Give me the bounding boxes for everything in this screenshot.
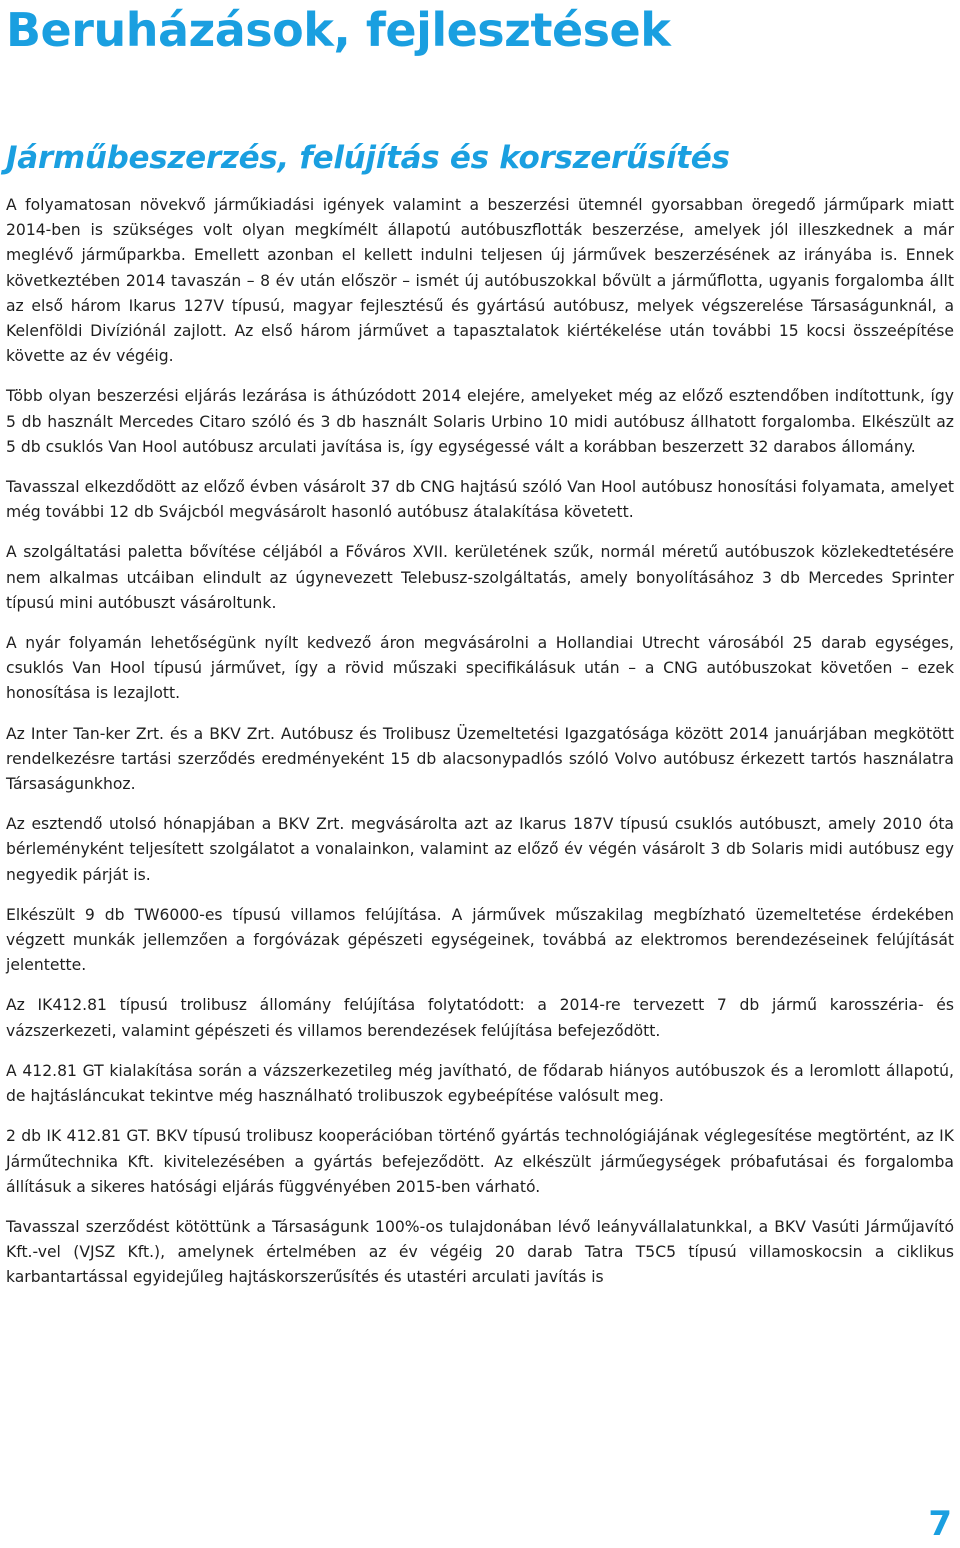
page-title: Beruházások, fejlesztések xyxy=(6,3,671,57)
body-text xyxy=(6,193,954,1306)
paragraph-6: Az Inter Tan-ker Zrt. és a BKV Zrt. Autóbusz és Trolibusz Üzemeltetési Igazgatósága között 2014 januárjában megkötött rendelkezésre tartási szerződés eredményeként 15 db alacsonypadlós szóló Volvo autóbusz érkezett tartós használatra Társaságunkhoz. xyxy=(6,724,954,794)
paragraph-10: A 412.81 GT kialakítása során a vázszerkezetileg még javítható, de fődarab hiányos autóbuszok és a leromlott állapotú, de hajtásláncukat tekintve még használható trolibuszok egybeépítése valósult meg. xyxy=(6,1061,954,1106)
page-number: 7 xyxy=(928,1504,952,1544)
paragraph-2: Több olyan beszerzési eljárás lezárása is áthúzódott 2014 elejére, amelyeket még az előző esztendőben indítottunk, így 5 db használt Mercedes Citaro szóló és 3 db használt Solaris Urbino 10 midi autóbusz állhatott forgalomba. Elkészült az 5 db csuklós Van Hool autóbusz arculati javítása is, így egységessé vált a korábban beszerzett 32 darabos állomány. xyxy=(6,387,954,456)
paragraph-4: A szolgáltatási paletta bővítése céljából a Főváros XVII. kerületének szűk, normál méretű autóbuszok közlekedtetésére nem alkalmas utcáiban elindult az úgynevezett Telebusz-szolgáltatás, amely bonyolításához 3 db Mercedes Sprinter típusú mini autóbuszt vásároltunk. xyxy=(6,543,954,612)
paragraph-9: Az IK412.81 típusú trolibusz állomány felújítása folytatódott: a 2014-re tervezett 7 db jármű karosszéria- és vázszerkezeti, valamint gépészeti és villamos berendezések felújítása befejeződött. xyxy=(6,996,954,1040)
paragraph-12: Tavasszal szerződést kötöttünk a Társaságunk 100%-os tulajdonában lévő leányvállalatunkkal, a BKV Vasúti Járműjavító Kft.-vel (VJSZ Kft.), amelynek értelmében az év végéig 20 darab Tatra T5C5 típusú villamoskocsin a ciklikus karbantartással egyidejűleg hajtáskorszerűsítés és utastéri arculati javítás is xyxy=(6,1217,954,1287)
paragraph-7: Az esztendő utolsó hónapjában a BKV Zrt. megvásárolta azt az Ikarus 187V típusú csuklós autóbuszt, amely 2010 óta bérleményként teljesített szolgálatot a vonalainkon, valamint az előző év végén vásárolt 3 db Solaris midi autóbusz egy negyedik párját is. xyxy=(6,815,954,884)
paragraph-3: Tavasszal elkezdődött az előző évben vásárolt 37 db CNG hajtású szóló Van Hool autóbusz honosítási folyamata, amelyet még további 12 db Svájcból megvásárolt hasonló autóbusz átalakítása követett. xyxy=(6,478,954,522)
paragraph-11: 2 db IK 412.81 GT. BKV típusú trolibusz kooperációban történő gyártás technológiájának véglegesítése megtörtént, az IK Járműtechnika Kft. kivitelezésében a gyártás befejeződött. Az elkészült járműegységek próbafutásai és forgalomba állításuk a sikeres hatósági eljárás függvényében 2015-ben várható. xyxy=(6,1127,954,1196)
paragraph-1: A folyamatosan növekvő járműkiadási igények valamint a beszerzési ütemnél gyorsabban öregedő járműpark miatt 2014-ben is szükséges volt olyan megkímélt állapotú autóbuszflották beszerzése, amelyek jól illeszkednek a már meglévő járműparkba. Emellett azonban el kellett indulni teljesen új járművek beszerzésének az irányába is. Ennek következtében 2014 tavaszán – 8 év után először – ismét új autóbuszokkal bővült a járműflotta, ugyanis forgalomba állt az első három Ikarus 127V típusú, magyar fejlesztésű és gyártású autóbusz, melyek végszerelése Társaságunknál, a Kelenföldi Divíziónál zajlott. Az első három járművet a tapasztalatok kiértékelése után további 15 kocsi összeépítése követte az év végéig. xyxy=(6,196,954,366)
paragraph-8: Elkészült 9 db TW6000-es típusú villamos felújítása. A járművek műszakilag megbízható üzemeltetése érdekében végzett munkák jellemzően a forgóvázak gépészeti egységeinek, továbbá az elektromos berendezéseinek felújítását jelentette. xyxy=(6,905,954,975)
section-heading: Járműbeszerzés, felújítás és korszerűsítés xyxy=(6,140,730,176)
paragraph-5: A nyár folyamán lehetőségünk nyílt kedvező áron megvásárolni a Hollandiai Utrecht városából 25 darab egységes, csuklós Van Hool típusú járművet, így a rövid műszaki specifikálásuk után – a CNG autóbuszokat követően – ezek honosítása is lezajlott. xyxy=(6,634,954,703)
